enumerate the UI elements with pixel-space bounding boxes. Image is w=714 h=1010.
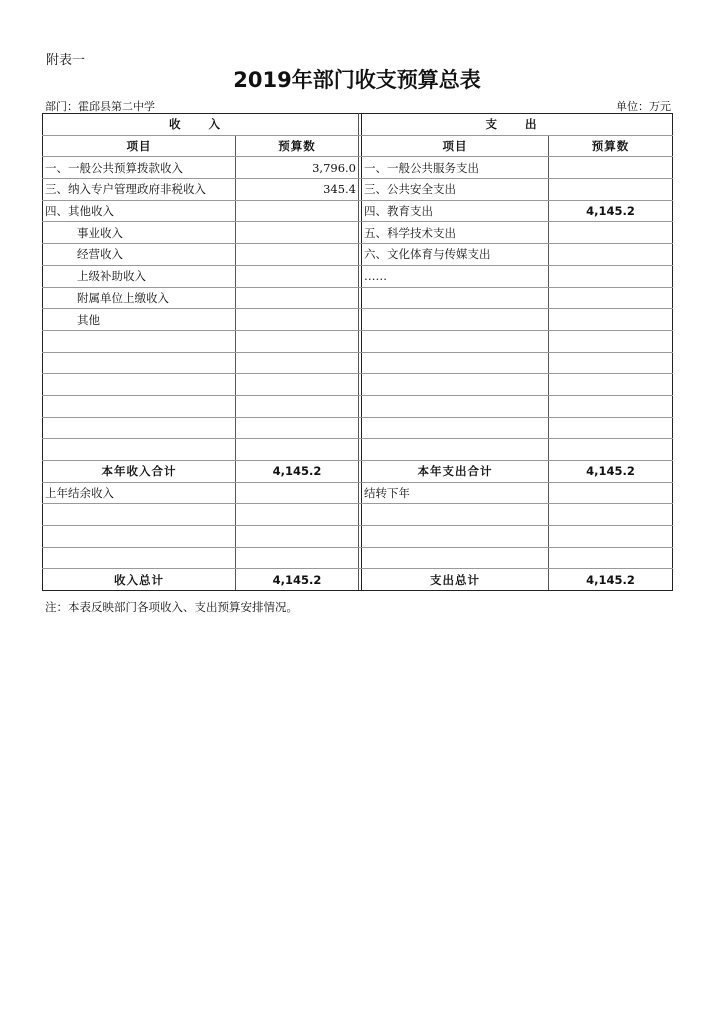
empty-row bbox=[43, 374, 673, 396]
income-item: 经营收入 bbox=[43, 244, 236, 266]
expense-amount bbox=[549, 222, 673, 244]
table-row bbox=[43, 157, 673, 179]
expense-item: …… bbox=[362, 265, 549, 287]
income-item: 附属单位上缴收入 bbox=[43, 287, 236, 309]
grand-expense-total-label: 支出总计 bbox=[362, 569, 549, 591]
empty-row bbox=[43, 417, 673, 439]
empty-row bbox=[43, 395, 673, 417]
income-item: 上级补助收入 bbox=[43, 265, 236, 287]
empty-row bbox=[43, 330, 673, 352]
annex-label: 附表一 bbox=[46, 53, 86, 68]
unit-label: 单位：万元 bbox=[616, 100, 671, 113]
table-row bbox=[43, 179, 673, 201]
expense-amount bbox=[549, 179, 673, 201]
annual-income-total-amount: 4,145.2 bbox=[236, 461, 359, 483]
expense-amount bbox=[549, 244, 673, 266]
income-item-header: 项目 bbox=[43, 135, 236, 157]
annual-expense-total-label: 本年支出合计 bbox=[362, 461, 549, 483]
carry-row bbox=[43, 482, 673, 504]
empty-row bbox=[43, 439, 673, 461]
table-row bbox=[43, 244, 673, 266]
expense-item bbox=[362, 287, 549, 309]
income-amount bbox=[236, 222, 359, 244]
expense-item: 三、公共安全支出 bbox=[362, 179, 549, 201]
income-item: 事业收入 bbox=[43, 222, 236, 244]
expense-amount bbox=[549, 309, 673, 331]
table-row bbox=[43, 200, 673, 222]
income-amount bbox=[236, 200, 359, 222]
empty-row bbox=[43, 352, 673, 374]
income-amount: 345.4 bbox=[236, 179, 359, 201]
income-amount bbox=[236, 244, 359, 266]
income-item: 一、一般公共预算拨款收入 bbox=[43, 157, 236, 179]
expense-item: 六、文化体育与传媒支出 bbox=[362, 244, 549, 266]
income-amount bbox=[236, 265, 359, 287]
budget-table bbox=[42, 113, 673, 591]
income-amount-header: 预算数 bbox=[236, 135, 359, 157]
grand-total-row bbox=[43, 569, 673, 591]
section-header-row bbox=[43, 114, 673, 136]
carry-forward-item: 结转下年 bbox=[362, 482, 549, 504]
expense-amount-header: 预算数 bbox=[549, 135, 673, 157]
expense-item bbox=[362, 309, 549, 331]
expense-amount bbox=[549, 157, 673, 179]
income-amount bbox=[236, 309, 359, 331]
income-item: 三、纳入专户管理政府非税收入 bbox=[43, 179, 236, 201]
income-amount: 3,796.0 bbox=[236, 157, 359, 179]
expense-section-header: 支 出 bbox=[362, 114, 673, 136]
expense-item: 四、教育支出 bbox=[362, 200, 549, 222]
footnote: 注：本表反映部门各项收入、支出预算安排情况。 bbox=[45, 600, 298, 614]
grand-income-total-label: 收入总计 bbox=[43, 569, 236, 591]
empty-row bbox=[43, 526, 673, 548]
department-label: 部门：霍邱县第二中学 bbox=[45, 100, 155, 113]
income-item: 四、其他收入 bbox=[43, 200, 236, 222]
table-row bbox=[43, 287, 673, 309]
expense-item: 一、一般公共服务支出 bbox=[362, 157, 549, 179]
table-row bbox=[43, 265, 673, 287]
income-amount bbox=[236, 287, 359, 309]
empty-row bbox=[43, 504, 673, 526]
grand-expense-total-amount: 4,145.2 bbox=[549, 569, 673, 591]
income-section-header: 收 入 bbox=[43, 114, 359, 136]
expense-item: 五、科学技术支出 bbox=[362, 222, 549, 244]
annual-expense-total-amount: 4,145.2 bbox=[549, 461, 673, 483]
expense-amount bbox=[549, 265, 673, 287]
expense-item-header: 项目 bbox=[362, 135, 549, 157]
page-title: 2019年部门收支预算总表 bbox=[233, 68, 481, 92]
annual-income-total-label: 本年收入合计 bbox=[43, 461, 236, 483]
table-row bbox=[43, 309, 673, 331]
income-item: 其他 bbox=[43, 309, 236, 331]
expense-amount: 4,145.2 bbox=[549, 200, 673, 222]
grand-income-total-amount: 4,145.2 bbox=[236, 569, 359, 591]
prior-year-balance-item: 上年结余收入 bbox=[43, 482, 236, 504]
empty-row bbox=[43, 547, 673, 569]
annual-total-row bbox=[43, 461, 673, 483]
column-header-row bbox=[43, 135, 673, 157]
expense-amount bbox=[549, 287, 673, 309]
table-row bbox=[43, 222, 673, 244]
